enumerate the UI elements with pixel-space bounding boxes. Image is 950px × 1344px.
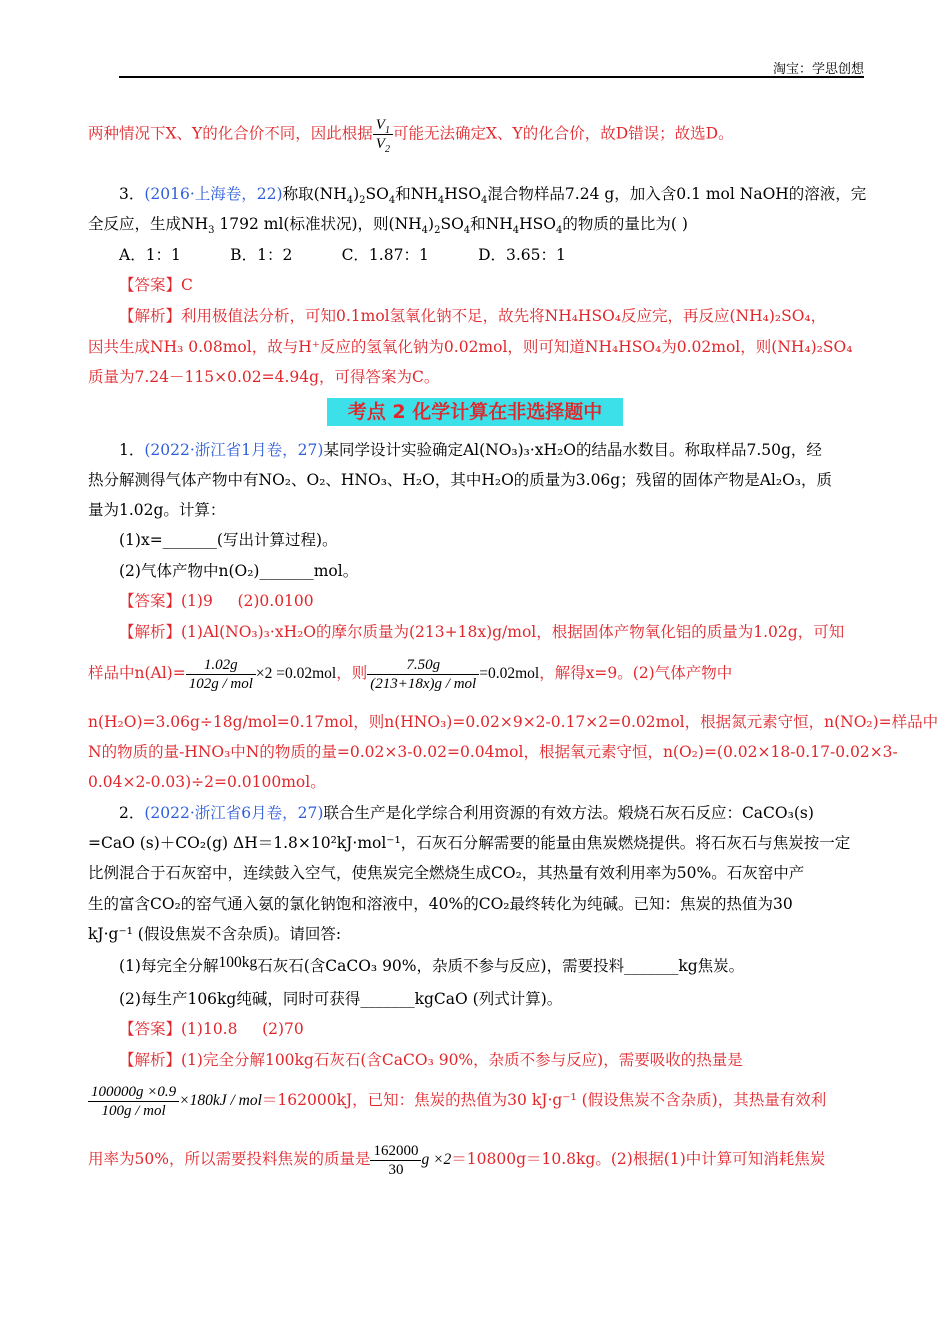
q3-t1s4: 4: [437, 195, 445, 207]
f4-den: 30: [370, 1160, 421, 1179]
s2-q2: (2)每生产106kg纯碱，同时可获得_______kgCaO (列式计算)。: [119, 990, 563, 1008]
s2-exp2-b: ＝162000kJ，已知：焦炭的热值为30 kJ·g⁻¹ (假设焦炭不含杂质)，其热量有效利: [261, 1091, 827, 1109]
s1-exp2-d: =0.02mol: [479, 665, 540, 682]
s2-exp3-a: 用率为50%，所以需要投料焦炭的质量是: [88, 1150, 371, 1168]
f1-num: 1.02g: [203, 656, 238, 673]
s1-line-2: 热分解测得气体产物中有NO₂、O₂、HNO₃、H₂O，其中H₂O的质量为3.06g；残留的固体产物是Al₂O₃，质: [88, 471, 833, 489]
q3-line-1: [119, 184, 867, 207]
frac-den-sub: 2: [384, 144, 390, 155]
f4-num: 162000: [373, 1142, 419, 1159]
q3-t1e: HSO: [444, 185, 482, 203]
q3-t2s2: 4: [421, 225, 429, 237]
q3-t2c: ): [428, 215, 435, 233]
s1-exp2-b: ×2 =0.02mol: [255, 665, 337, 682]
s2-line-4: 生的富含CO₂的窑气通入氨的氯化钠饱和溶液中，40%的CO₂最终转化为纯碱。已知：焦炭的热值为30: [88, 895, 793, 913]
q3-t2e: 和NH: [470, 215, 513, 233]
s2-exp2-a: ×180kJ / mol: [179, 1092, 262, 1109]
s2-q1-c: 石灰石(含CaCO₃ 90%，杂质不参与反应)，需要投料_______kg焦炭。: [257, 957, 745, 975]
s1-answer: 【答案】(1)9 (2)0.0100: [119, 592, 314, 610]
s2-line-1: [119, 803, 814, 823]
frac-num: V: [375, 117, 385, 133]
s2-q1: [119, 956, 744, 977]
s1-number: 1．: [119, 441, 145, 459]
frac-num-sub: 1: [384, 125, 390, 136]
q3-t1s5: 4: [481, 195, 488, 207]
q3-explanation-1: 【解析】利用极值法分析，可知0.1mol氢氧化钠不足，故先将NH₄HSO₄反应完，再反应(NH₄)₂SO₄，: [119, 307, 827, 325]
q3-answer: 【答案】C: [119, 276, 193, 294]
s1-exp2-a: 样品中n(Al)=: [88, 664, 186, 682]
s2-number: 2．: [119, 804, 145, 822]
s1-exp2-c: ，则: [336, 664, 368, 682]
q3-number: 3．: [119, 185, 145, 203]
s2-line-2: =CaO (s)＋CO₂(g) ΔH＝1.8×10²kJ·mol⁻¹，石灰石分解需要的能量由焦炭燃烧提供。将石灰石与焦炭按一定: [88, 834, 851, 852]
s2-line-3: 比例混合于石灰窑中，连续鼓入空气，使焦炭完全燃烧生成CO₂，其热量有效利用率为50%。石灰窑中产: [88, 864, 805, 882]
q3-t2g: 的物质的量比为( ): [562, 215, 688, 233]
f3-den: 100g / mol: [88, 1101, 179, 1120]
q3-options: A．1：1 B．1：2 C．1.87：1 D．3.65：1: [119, 246, 566, 264]
fraction-limestone: [88, 1083, 179, 1120]
f3-num: 100000g ×0.9: [91, 1083, 177, 1100]
fraction-sample-mass: [367, 656, 479, 693]
s2-q1-b: 100kg: [218, 954, 258, 971]
q3-t1b: ): [353, 185, 360, 203]
prev-explanation-line: [88, 116, 734, 153]
prev-text-a: 两种情况下X、Y的化合价不同，因此根据: [88, 124, 373, 143]
q3-t2s6: 4: [555, 225, 563, 237]
s1-explanation-5: 0.04×2-0.03)÷2=0.0100mol。: [88, 773, 326, 791]
header-rule: [119, 76, 864, 78]
q3-t1s1: 4: [346, 195, 354, 207]
q3-t1s2: 2: [359, 195, 366, 207]
s1-q1: (1)x=_______(写出计算过程)。: [119, 531, 338, 549]
s1-line-1: [119, 440, 822, 460]
q3-t1: 称取(NH: [282, 185, 347, 203]
q3-t1f: 混合物样品7.24 g，加入含0.1 mol NaOH的溶液，完: [487, 185, 867, 203]
s2-q1-a: (1)每完全分解: [119, 957, 219, 975]
q3-t2s5: 4: [512, 225, 520, 237]
s2-exp3-c: ＝10800g＝10.8kg。(2)根据(1)中计算可知消耗焦炭: [451, 1150, 826, 1168]
q3-explanation-3: 质量为7.24－115×0.02=4.94g，可得答案为C。: [88, 368, 440, 386]
s1-explanation-1: 【解析】(1)Al(NO₃)₃·xH₂O的摩尔质量为(213+18x)g/mol，根据固体产物氧化铝的质量为1.02g，可知: [119, 623, 845, 641]
s1-t1: 某同学设计实验确定Al(NO₃)₃·xH₂O的结晶水数目。称取样品7.50g，经: [323, 441, 822, 459]
f1-den: 102g / mol: [186, 674, 256, 693]
q3-source: (2016·上海卷，22): [144, 185, 283, 203]
s2-exp3-b: g ×2: [421, 1151, 452, 1168]
q3-t1d: 和NH: [395, 185, 438, 203]
f2-num: 7.50g: [406, 656, 441, 673]
q3-t2b: 1792 ml(标准状况)，则(NH: [214, 215, 422, 233]
header-title: 淘宝：学思创想: [772, 62, 864, 77]
q3-t2s1: 3: [208, 225, 215, 237]
s2-explanation-3: [88, 1140, 825, 1179]
fraction-coke: [370, 1142, 421, 1179]
frac-den: V: [375, 136, 385, 152]
prev-text-b: 可能无法确定X、Y的化合价，故D错误；故选D。: [392, 124, 734, 143]
s2-line-5: kJ·g⁻¹ (假设焦炭不含杂质)。请回答:: [88, 925, 342, 943]
q3-t2f: HSO: [519, 215, 556, 233]
fraction-al-mass: [186, 656, 256, 693]
q3-explanation-2: 因共生成NH₃ 0.08mol，故与H⁺反应的氢氧化钠为0.02mol，则可知道NH₄HSO₄为0.02mol，则(NH₄)₂SO₄: [88, 338, 853, 356]
s1-line-3: 量为1.02g。计算：: [88, 501, 226, 519]
s1-q2: (2)气体产物中n(O₂)_______mol。: [119, 562, 359, 580]
s2-source: (2022·浙江省6月卷，27): [144, 804, 324, 822]
s2-t1: 联合生产是化学综合利用资源的有效方法。煅烧石灰石反应：CaCO₃(s): [323, 804, 814, 822]
s2-explanation-2: [88, 1081, 826, 1120]
f2-den: (213+18x)g / mol: [367, 674, 479, 693]
q3-t2s3: 2: [434, 225, 441, 237]
q3-t2s4: 4: [463, 225, 471, 237]
s1-explanation-2: [88, 654, 732, 693]
s2-explanation-1: 【解析】(1)完全分解100kg石灰石(含CaCO₃ 90%，杂质不参与反应)，需要吸收的热量是: [119, 1051, 743, 1069]
s1-explanation-3: n(H₂O)=3.06g÷18g/mol=0.17mol，则n(HNO₃)=0.02×9×2-0.17×2=0.02mol，根据氮元素守恒，n(NO₂)=样品中: [88, 713, 939, 731]
q3-t1c: SO: [365, 185, 389, 203]
s1-exp2-e: ，解得x=9。(2)气体产物中: [539, 664, 733, 682]
q3-t2d: SO: [440, 215, 464, 233]
q3-t2a: 全反应，生成NH: [88, 215, 209, 233]
s1-source: (2022·浙江省1月卷，27): [144, 441, 324, 459]
q3-line-2: [88, 214, 688, 237]
fraction-v1-v2: [373, 116, 393, 153]
s2-answer: 【答案】(1)10.8 (2)70: [119, 1020, 304, 1038]
section-title: 考点 2 化学计算在非选择题中: [327, 398, 623, 426]
q3-t1s3: 4: [388, 195, 396, 207]
s1-explanation-4: N的物质的量-HNO₃中N的物质的量=0.02×3-0.02=0.04mol，根据氧元素守恒，n(O₂)=(0.02×18-0.17-0.02×3-: [88, 743, 898, 761]
